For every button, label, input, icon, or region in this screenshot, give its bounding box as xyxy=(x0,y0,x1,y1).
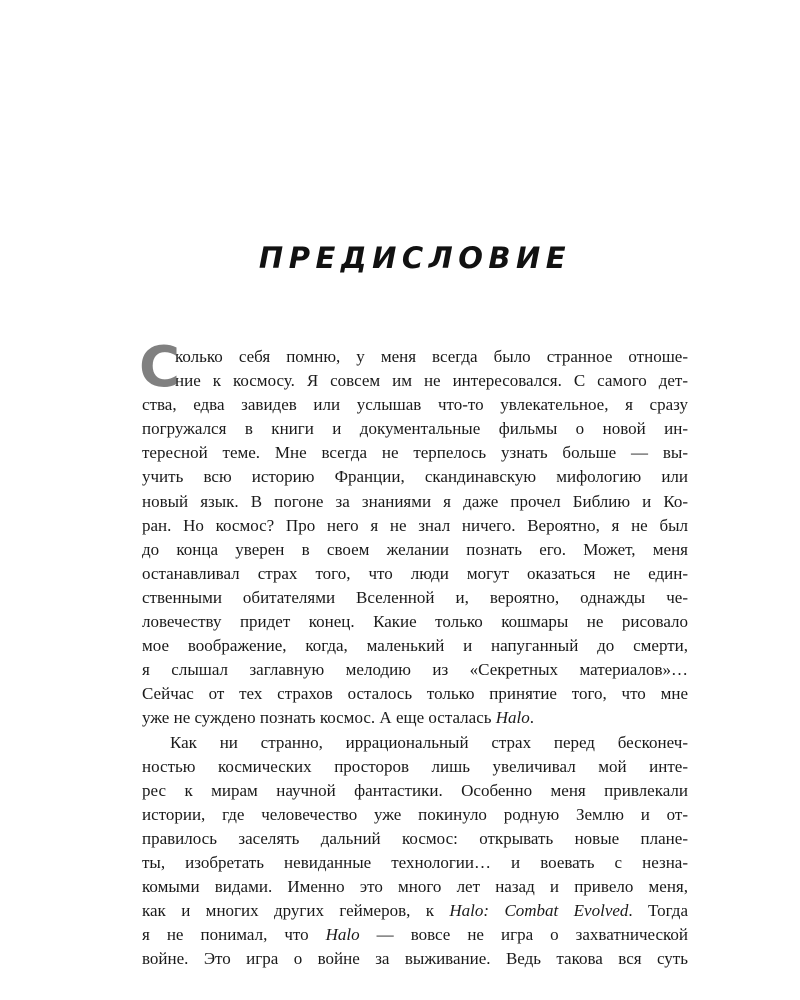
text-run: . xyxy=(529,708,534,728)
text-line: погружался в книги и документальные фильмы о новой ин- xyxy=(142,419,688,439)
text-line: Как ни странно, иррациональный страх перед бесконеч- xyxy=(170,732,688,752)
text-line: останавливал страх того, что люди могут оказаться не един- xyxy=(142,563,688,583)
text-line: колько себя помню, у меня всегда было странное отноше- xyxy=(175,347,688,366)
drop-cap: С xyxy=(139,335,181,400)
text-line: ние к космосу. Я совсем им не интересовался. С самого дет- xyxy=(175,371,688,391)
text-line: ловечеству придет конец. Какие только кошмары не рисовало xyxy=(142,612,688,632)
text-line: новый язык. В погоне за знаниями я даже прочел Библию и Ко- xyxy=(142,491,688,511)
text-line: истории, где человечество уже покинуло родную Землю и от- xyxy=(142,804,688,824)
game-title-italic: Halo xyxy=(325,925,360,945)
paragraph-1 xyxy=(139,335,688,731)
text-run: как и многих других геймеров, к xyxy=(142,901,450,921)
game-title-italic: Halo: Combat Evolved xyxy=(449,901,629,921)
body-text xyxy=(139,335,688,971)
text-line: ностью космических просторов лишь увеличивал мой инте- xyxy=(142,756,688,776)
text-run: — вовсе не игра о захватнической xyxy=(359,925,688,945)
text-line-last xyxy=(142,706,688,730)
text-line: войне. Это игра о войне за выживание. Ведь такова вся суть xyxy=(142,949,688,969)
text-line xyxy=(142,923,688,947)
text-run: я не понимал, что xyxy=(142,925,326,945)
game-title-italic: Halo xyxy=(495,708,530,728)
text-line: комыми видами. Именно это много лет назад и привело меня, xyxy=(142,877,688,897)
text-line: ственными обитателями Вселенной и, вероятно, однажды че- xyxy=(142,587,688,607)
text-line: Сейчас от тех страхов осталось только принятие того, что мне xyxy=(142,684,688,704)
text-line: ты, изобретать невиданные технологии… и воевать с незна- xyxy=(142,852,688,872)
text-line: ран. Но космос? Про него я не знал ничего. Вероятно, я не был xyxy=(142,515,688,535)
text-run: . Тогда xyxy=(628,901,688,921)
paragraph-2 xyxy=(142,731,688,972)
chapter-title: ПРЕДИСЛОВИЕ xyxy=(258,241,572,275)
text-line: учить всю историю Франции, скандинавскую мифологию или xyxy=(142,467,688,487)
text-line: тересной теме. Мне всегда не терпелось узнать больше — вы- xyxy=(142,443,688,463)
text-run: уже не суждено познать космос. А еще осталась xyxy=(142,708,496,728)
text-line: до конца уверен в своем желании познать его. Может, меня xyxy=(142,539,688,559)
text-line: мое воображение, когда, маленький и напуганный до смерти, xyxy=(142,636,688,656)
text-line xyxy=(142,899,688,923)
text-line: я слышал заглавную мелодию из «Секретных материалов»… xyxy=(142,660,688,680)
text-line: рес к мирам научной фантастики. Особенно меня привлекали xyxy=(142,780,688,800)
text-line: правилось заселять дальний космос: открывать новые плане- xyxy=(142,828,688,848)
text-line: ства, едва завидев или услышав что-то увлекательное, я сразу xyxy=(142,395,688,415)
